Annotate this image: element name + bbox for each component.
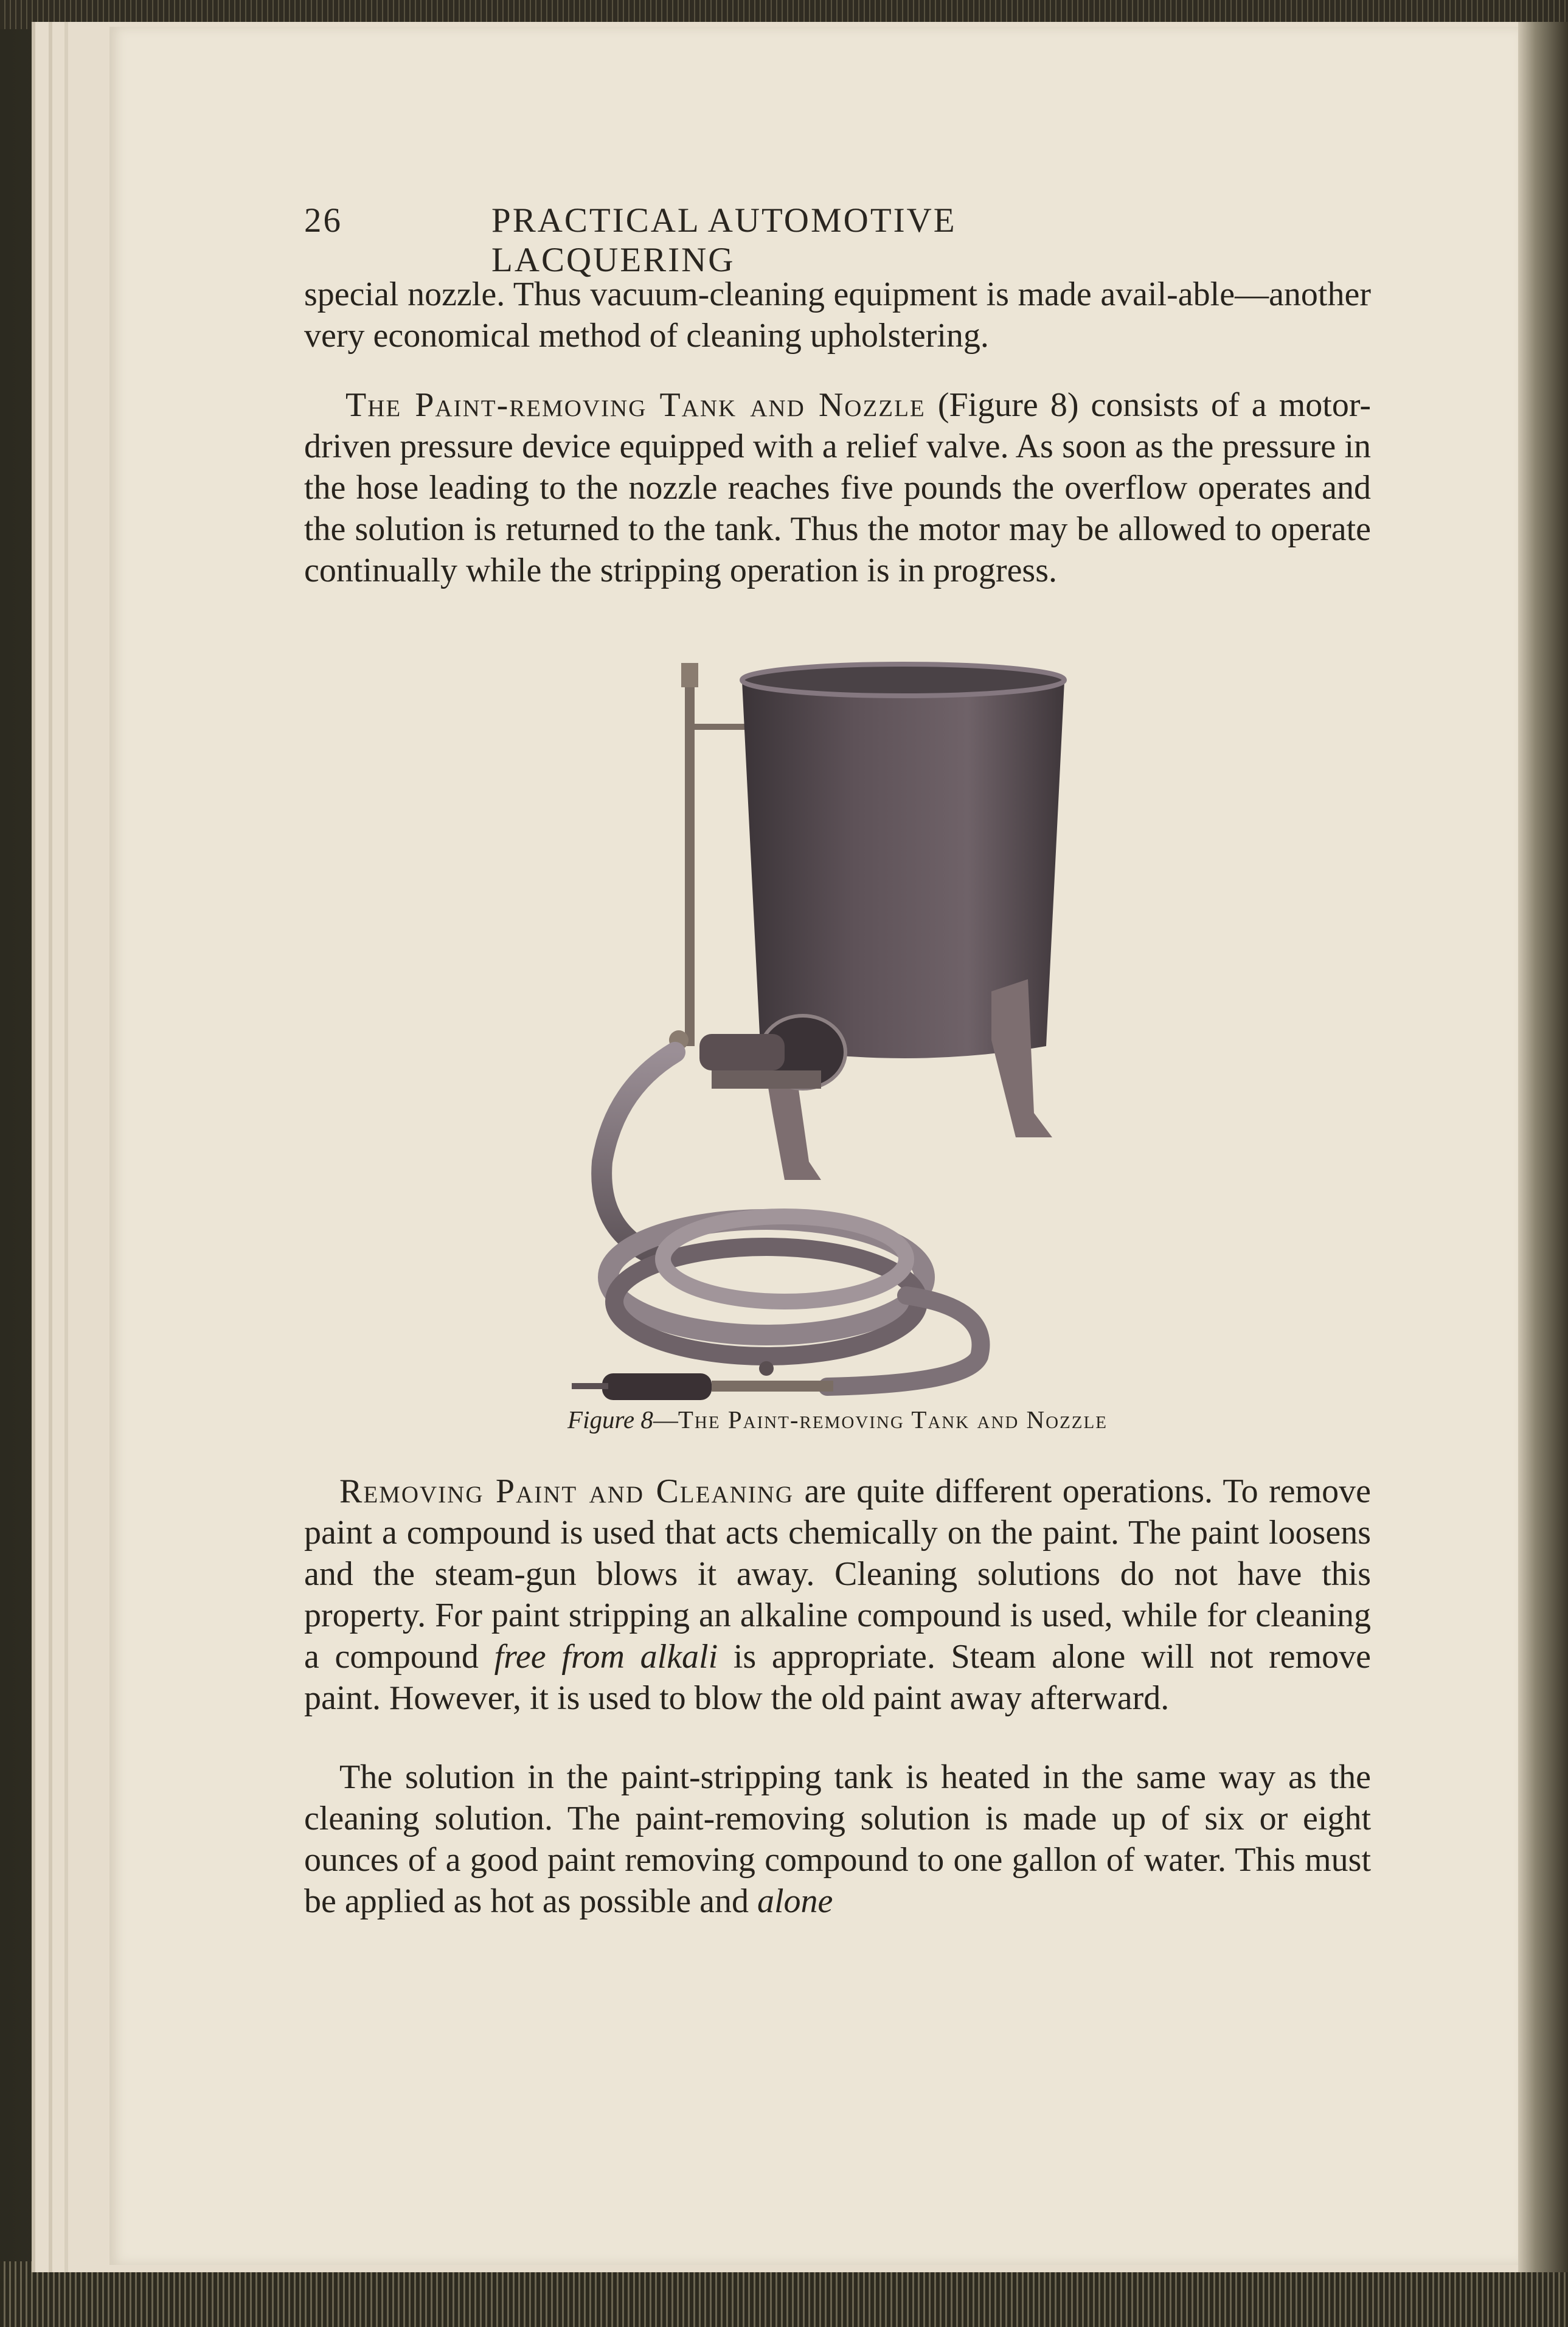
book-right-edge [1518, 22, 1568, 2272]
nozzle [602, 1373, 712, 1400]
caption-dash: — [653, 1406, 678, 1434]
paragraph-paint-removing-tank [304, 384, 1371, 591]
paragraph-4-emphasis: alone [757, 1882, 833, 1920]
page-header [304, 201, 1198, 279]
paragraph-3-text-b: is appropriate. Steam alone will not remove paint. However, it is used to blow the old paint away afterward. [304, 1638, 1371, 1717]
paragraph-4-text: The solution in the paint-stripping tank is heated in the same way as the cleaning solution. The paint-removing solution is made up of six or eight ounces of a good paint removing compound to one gallon of water. This must be applied as hot as possible and [304, 1758, 1371, 1920]
paragraph-solution [304, 1757, 1371, 1922]
figure-label: Figure 8 [567, 1406, 653, 1434]
motor-leg [766, 1077, 821, 1180]
pump [699, 1034, 785, 1070]
paragraph-3-text-a: are quite different operations. To remove paint a compound is used that acts chemically on the paint. The paint loosens and the steam-gun blows it away. Cleaning solutions do not have this property. For paint stripping an alkaline compound is used, while for cleaning a compound [304, 1472, 1371, 1676]
figure-title: The Paint-removing Tank and Nozzle [678, 1406, 1108, 1434]
paragraph-2-lead: The Paint-removing Tank and Nozzle [345, 386, 926, 424]
paragraph-3-emphasis: free from alkali [494, 1638, 718, 1676]
paint-removing-tank-photo [566, 651, 1077, 1411]
paragraph-2-text: (Figure 8) consists of a motor-driven pressure device equipped with a relief valve. As soon as the pressure in the hose leading to the nozzle reaches five pounds the overflow operates and the solution is returned to the tank. Thus the motor may be allowed to operate continually while the stripping operation is in progress. [304, 386, 1371, 589]
figure-caption [304, 1405, 1371, 1434]
paragraph-removing-paint [304, 1471, 1371, 1719]
running-title: PRACTICAL AUTOMOTIVE LACQUERING [491, 201, 957, 279]
paragraph-3-lead: Removing Paint and Cleaning [339, 1472, 794, 1510]
tank-rim [742, 664, 1064, 696]
paragraph-1-text: special nozzle. Thus vacuum-cleaning equipment is made avail-able—another very economical method of cleaning upholstering. [304, 276, 1371, 355]
figure-8 [566, 651, 1077, 1411]
page-number: 26 [304, 201, 342, 240]
paragraph-continuation [304, 274, 1371, 356]
